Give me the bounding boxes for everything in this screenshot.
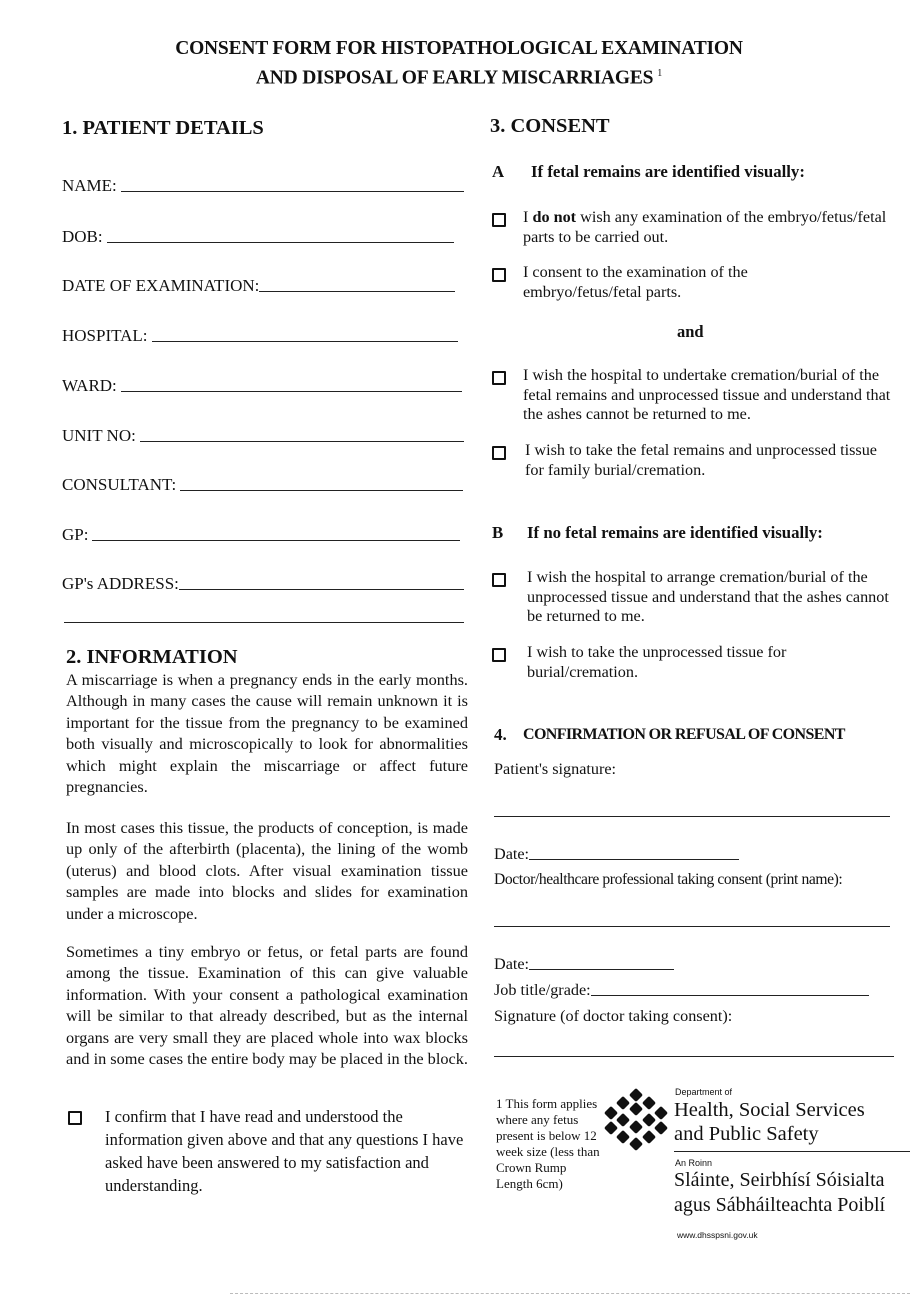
gp-field[interactable]: GP:	[62, 525, 460, 545]
gp-address-field[interactable]: GP's ADDRESS:	[62, 574, 464, 594]
dhssps-logo-icon	[606, 1090, 666, 1150]
job-title-field[interactable]: Job title/grade:	[494, 981, 869, 1000]
doctor-print-name-label: Doctor/healthcare professional taking consent (print name):	[494, 871, 843, 888]
confirmation-heading: CONFIRMATION OR REFUSAL OF CONSENT	[523, 726, 845, 743]
footnote-mark: 1	[657, 68, 663, 79]
gp-address-line-2[interactable]	[64, 622, 464, 623]
doctor-print-name-line[interactable]	[494, 926, 890, 927]
consent-examination-option: I consent to the examination of the embryo/fetus/fetal parts.	[523, 263, 748, 301]
department-irish-line1: Sláinte, Seirbhísí Sóisialta	[674, 1169, 885, 1191]
section-a-title: If fetal remains are identified visually:	[531, 162, 805, 181]
hospital-cremation-remains-checkbox[interactable]	[492, 371, 506, 385]
information-paragraph-1: A miscarriage is when a pregnancy ends in the early months. Although in many cases the cause will remain unknown it is important for the tissue from the pregnancy to be examined both visually and microscopically to look for abnormalities which might explain the miscarriage or affect future pregnancies.	[66, 670, 468, 797]
patient-signature-label: Patient's signature:	[494, 760, 617, 778]
confirm-text: I confirm that I have read and understood the information given above and that any questions I have asked have been answered to my satisfaction and understanding.	[105, 1107, 464, 1195]
date-of-examination-field[interactable]: DATE OF EXAMINATION:	[62, 276, 455, 296]
unit-no-field[interactable]: UNIT NO:	[62, 426, 464, 446]
no-examination-checkbox[interactable]	[492, 213, 506, 227]
section-b-title: If no fetal remains are identified visually:	[527, 523, 823, 542]
hospital-field[interactable]: HOSPITAL:	[62, 326, 458, 346]
department-name-line1: Health, Social Services	[674, 1099, 865, 1121]
consent-examination-checkbox[interactable]	[492, 268, 506, 282]
confirmation-heading-number: 4.	[494, 725, 507, 744]
hospital-cremation-remains-option: I wish the hospital to undertake cremation/burial of the fetal remains and unprocessed tissue and understand that the ashes cannot be returned to me.	[523, 366, 891, 423]
hospital-cremation-tissue-option: I wish the hospital to arrange cremation/burial of the unprocessed tissue and understand that the ashes cannot be returned to me.	[527, 568, 889, 625]
information-paragraph-2: In most cases this tissue, the products of conception, is made up only of the afterbirth (placenta), the lining of the womb (uterus) and blood clots. After visual examination tissue samples are made into blocks and slides for examination under a microscope.	[66, 818, 468, 923]
information-paragraph-3: Sometimes a tiny embryo or fetus, or fetal parts are found among the tissue. Examination of this can give valuable information. With your consent a pathological examination will be similar to that already described, but as the internal organs are very small they are placed whole into wax blocks and in some cases the entire body may be placed in the block.	[66, 942, 468, 1069]
form-title-line1: CONSENT FORM FOR HISTOPATHOLOGICAL EXAMINATION	[175, 38, 743, 59]
doctor-date-field[interactable]: Date:	[494, 955, 674, 974]
patient-date-field[interactable]: Date:	[494, 845, 739, 864]
department-irish-line2: agus Sábháilteachta Poiblí	[674, 1194, 886, 1216]
take-tissue-checkbox[interactable]	[492, 648, 506, 662]
and-separator: and	[677, 322, 704, 341]
dob-field[interactable]: DOB:	[62, 227, 454, 247]
department-divider	[674, 1151, 910, 1152]
take-tissue-option: I wish to take the unprocessed tissue for burial/cremation.	[527, 643, 787, 681]
consent-heading: 3. CONSENT	[490, 115, 610, 137]
ward-field[interactable]: WARD:	[62, 376, 462, 396]
hospital-cremation-tissue-checkbox[interactable]	[492, 573, 506, 587]
section-b-letter: B	[492, 523, 504, 542]
patient-details-heading: 1. PATIENT DETAILS	[62, 117, 264, 139]
name-field[interactable]: NAME:	[62, 176, 464, 196]
patient-signature-line[interactable]	[494, 816, 890, 817]
department-url: www.dhsspsni.gov.uk	[677, 1230, 758, 1240]
bottom-scan-line	[230, 1293, 910, 1294]
an-roinn-label: An Roinn	[675, 1158, 713, 1168]
information-heading: 2. INFORMATION	[66, 646, 238, 668]
no-examination-option: I do not wish any examination of the embryo/fetus/fetal parts to be carried out.	[523, 208, 887, 246]
department-name-line2: and Public Safety	[674, 1123, 819, 1145]
section-a-letter: A	[492, 162, 505, 181]
consultant-field[interactable]: CONSULTANT:	[62, 475, 463, 495]
doctor-signature-line[interactable]	[494, 1056, 894, 1057]
family-burial-remains-option: I wish to take the fetal remains and unprocessed tissue for family burial/cremation.	[525, 441, 877, 479]
department-of-label: Department of	[675, 1087, 733, 1097]
doctor-signature-label: Signature (of doctor taking consent):	[494, 1007, 733, 1025]
confirm-checkbox[interactable]	[68, 1111, 82, 1125]
family-burial-remains-checkbox[interactable]	[492, 446, 506, 460]
footnote-text: 1 This form applies where any fetus present is below 12 week size (less than Crown Rump Length 6cm)	[496, 1096, 600, 1191]
form-title-line2: AND DISPOSAL OF EARLY MISCARRIAGES $^1$	[255, 67, 663, 89]
